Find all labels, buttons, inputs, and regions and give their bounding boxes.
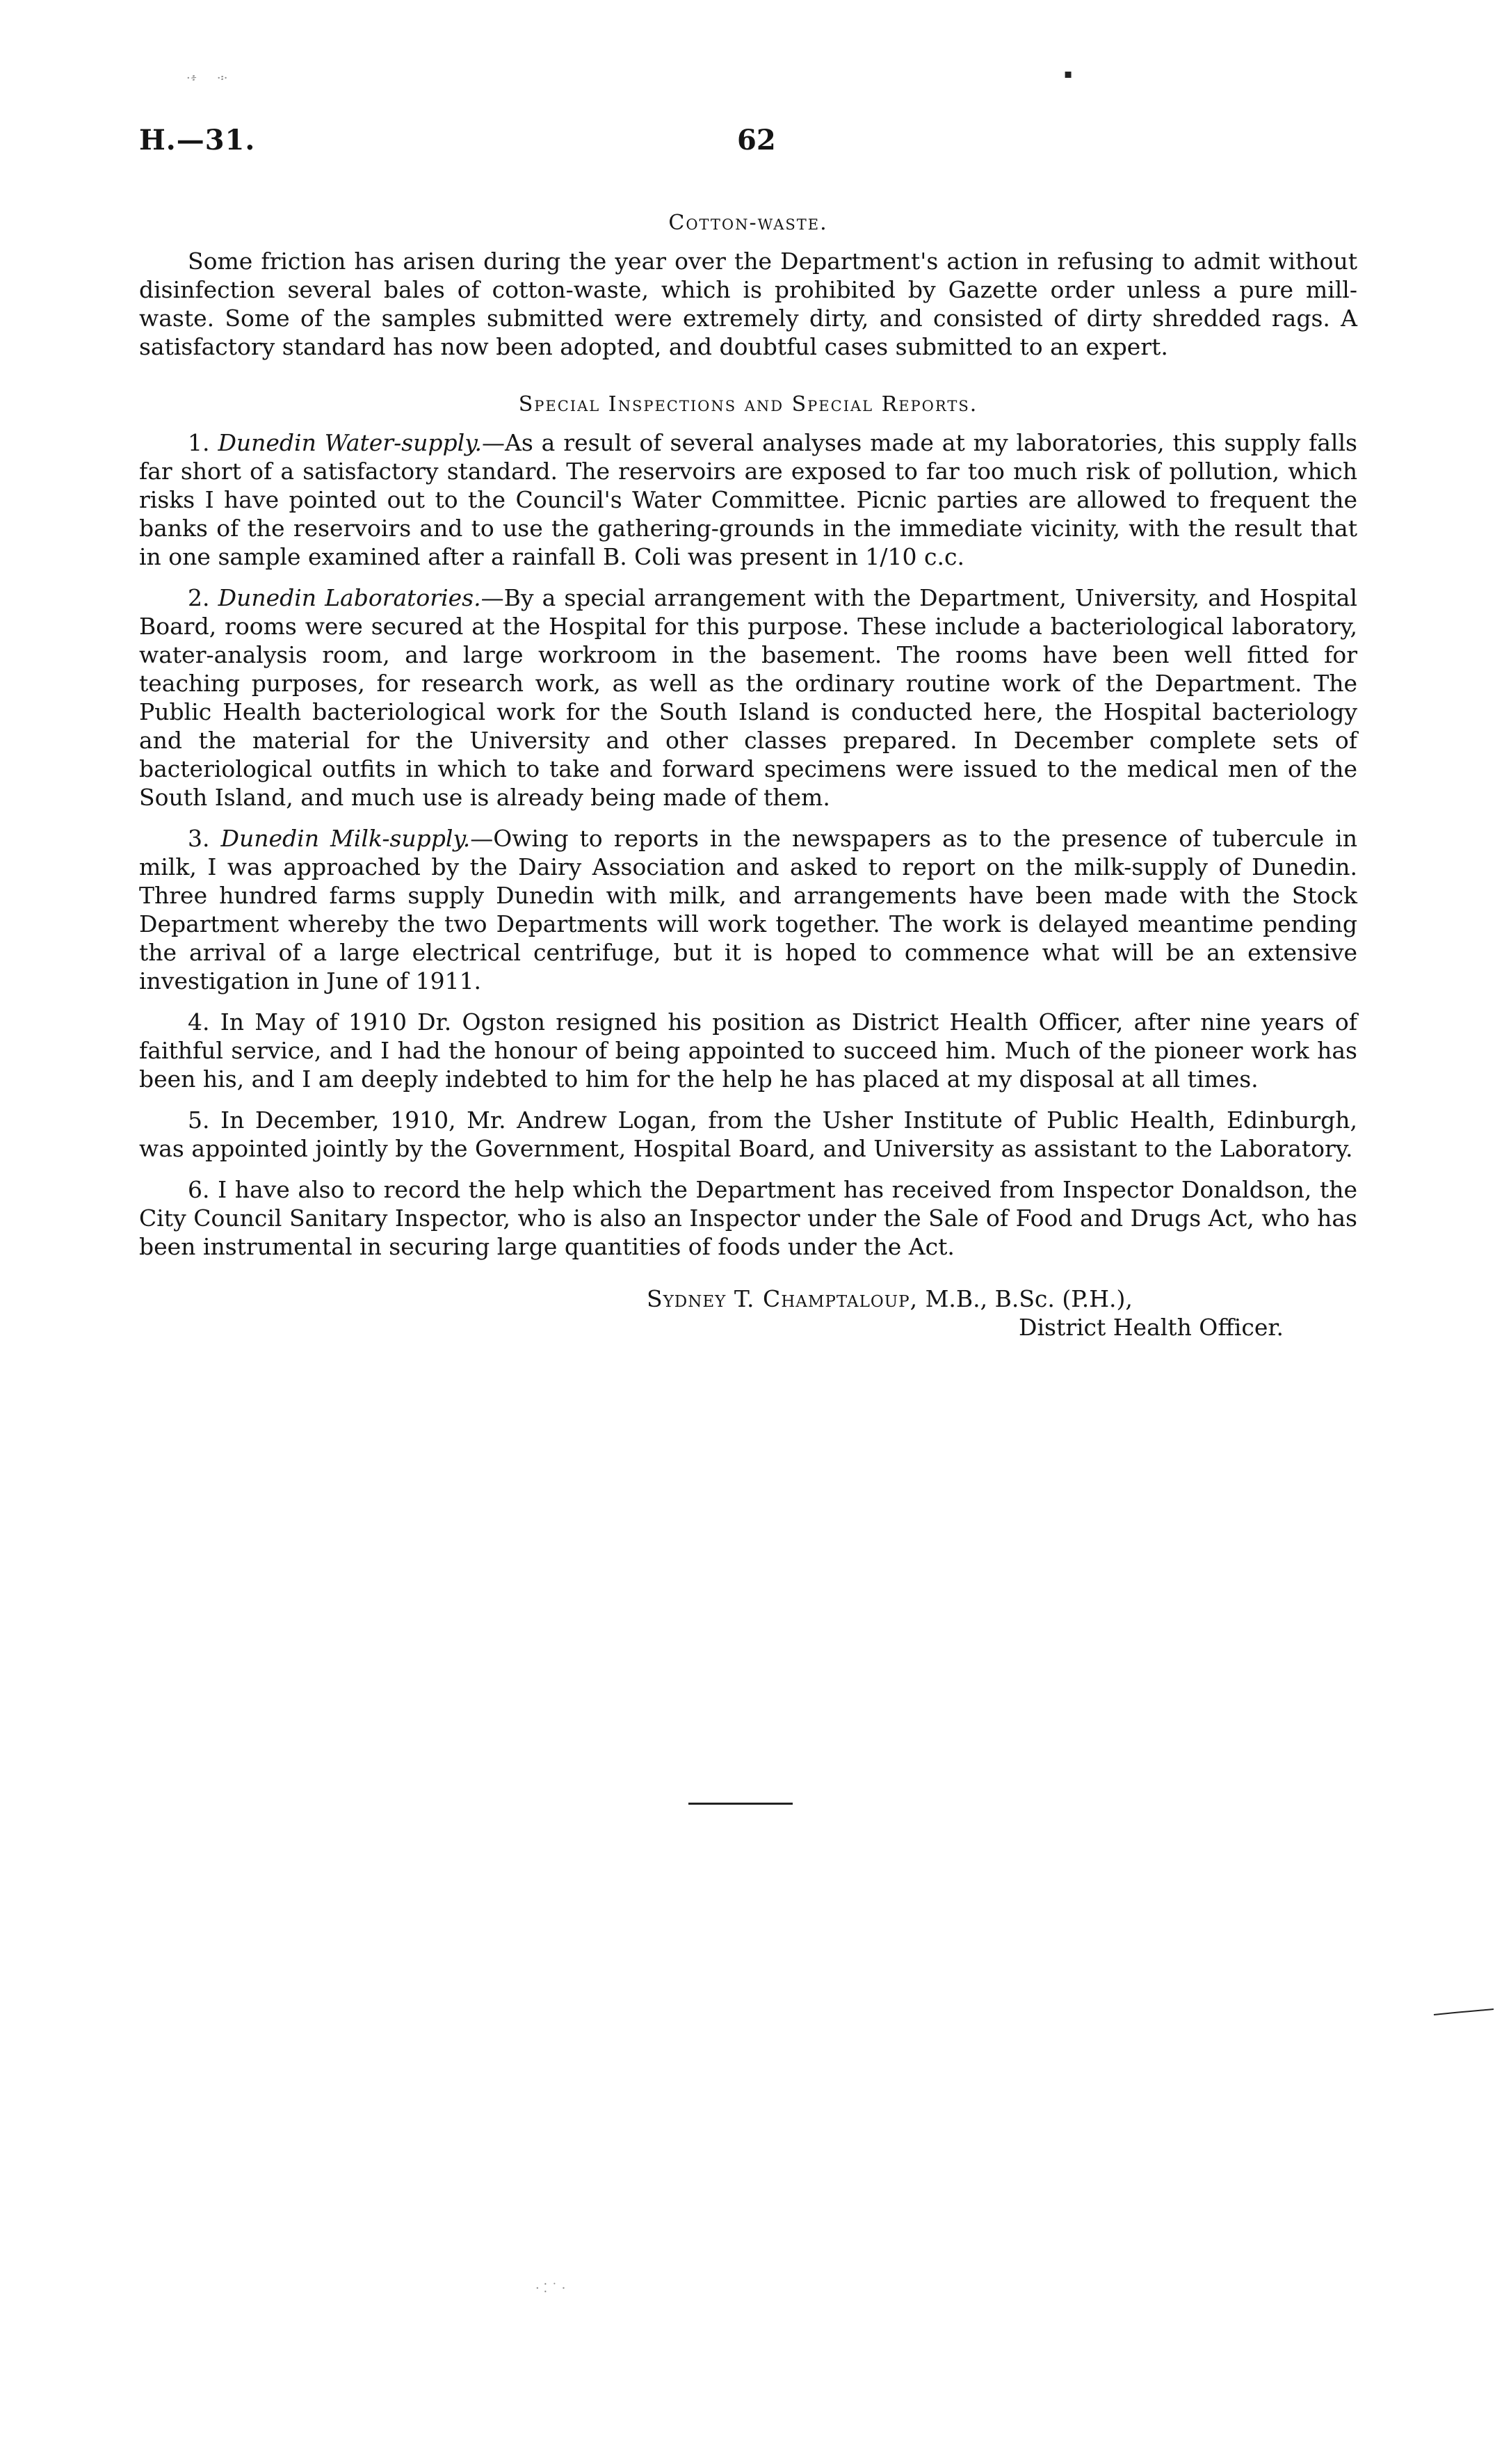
item-text: In December, 1910, Mr. Andrew Logan, from the Usher Institute of Public Health, Edinburgh, was appointed jointly by the Government, Hospital Board, and University as assistant to the Laboratory.: [139, 1106, 1357, 1162]
cotton-waste-paragraph: Some friction has arisen during the year over the Department's action in refusing to admit without disinfection several bales of cotton-waste, which is prohibited by Gazette order unless a pure mill-waste. Some of the samples submitted were extremely dirty, and consisted of dirty shredded rags. A satisfactory standard has now been adopted, and doubtful cases submitted to an expert.: [139, 248, 1357, 360]
item-title: Dunedin Water-supply.: [218, 429, 482, 456]
item-water-supply: [139, 428, 1357, 571]
page-number: 62: [737, 124, 776, 156]
special-inspections-heading: Special Inspections and Special Reports.: [518, 392, 978, 417]
signatory-name: Sydney T. Champtaloup,: [647, 1285, 919, 1312]
signature-name-line: [647, 1285, 1357, 1313]
item-donaldson-help: [139, 1175, 1357, 1261]
item-number: 1.: [188, 429, 210, 456]
item-text: —Owing to reports in the newspapers as to the presence of tubercule in milk, I was approached by the Dairy Association and asked to report on the milk-supply of Dunedin. Three hundred farms supply Dunedin with milk, and arrangements have been made with the Stock Department whereby the two Departments will work together. The work is delayed meantime pending the arrival of a large electrical centrifuge, but it is hoped to commence what will be an extensive investigation in June of 1911.: [139, 825, 1357, 995]
closing-rule: [688, 1803, 793, 1805]
item-text: I have also to record the help which the Department has received from Inspector Donaldson, the City Council Sanitary Inspector, who is also an Inspector under the Sale of Food and Drugs Act, who has been instrumental in securing large quantities of foods under the Act.: [139, 1176, 1357, 1260]
item-ogston-resignation: [139, 1008, 1357, 1093]
item-logan-appointment: [139, 1106, 1357, 1163]
signature-block: [647, 1285, 1357, 1342]
scan-speck: ▪: [1064, 67, 1073, 81]
item-number: 3.: [188, 825, 210, 852]
signatory-degrees: M.B., B.Sc. (P.H.),: [925, 1285, 1133, 1312]
item-number: 2.: [188, 584, 210, 611]
page-body: [139, 209, 1357, 1342]
cotton-waste-heading: Cotton-waste.: [668, 211, 828, 235]
scan-speck: · ⁚ ˙ ·: [535, 2281, 566, 2296]
item-milk-supply: [139, 824, 1357, 995]
item-number: 6.: [188, 1176, 210, 1203]
item-number: 4.: [188, 1008, 210, 1036]
item-text: —As a result of several analyses made at my laboratories, this supply falls far short of a satisfactory standard. The reservoirs are exposed to far too much risk of pollution, which risks I have pointed out to the Council's Water Committee. Picnic parties are allowed to frequent the banks of the reservoirs and to use the gathering-grounds in the immediate vicinity, with the result that in one sample examined after a rainfall B. Coli was present in 1/10 c.c.: [139, 429, 1357, 570]
item-text: —By a special arrangement with the Department, University, and Hospital Board, rooms were secured at the Hospital for this purpose. These include a bacteriological laboratory, water-analysis room, and large workroom in the basement. The rooms have been well fitted for teaching purposes, for research work, as well as the ordinary routine work of the Department. The Public Health bacteriological work for the South Island is conducted here, the Hospital bacteriology and the material for the University and other classes prepared. In December complete sets of bacteriological outfits in which to take and forward specimens were issued to the medical men of the South Island, and much use is already being made of them.: [139, 584, 1357, 811]
report-reference: H.—31.: [139, 124, 256, 156]
signatory-title: District Health Officer.: [1019, 1314, 1284, 1341]
item-number: 5.: [188, 1106, 210, 1134]
item-laboratories: [139, 583, 1357, 812]
item-title: Dunedin Milk-supply.: [220, 825, 471, 852]
item-text: In May of 1910 Dr. Ogston resigned his position as District Health Officer, after nine years of faithful service, and I had the honour of being appointed to succeed him. Much of the pioneer work has been his, and I am deeply indebted to him for the help he has placed at my disposal at all times.: [139, 1008, 1357, 1093]
margin-pen-mark: [1432, 2008, 1495, 2017]
scan-speck: ·፥ ·፡·: [186, 71, 228, 86]
item-title: Dunedin Laboratories.: [218, 584, 481, 611]
